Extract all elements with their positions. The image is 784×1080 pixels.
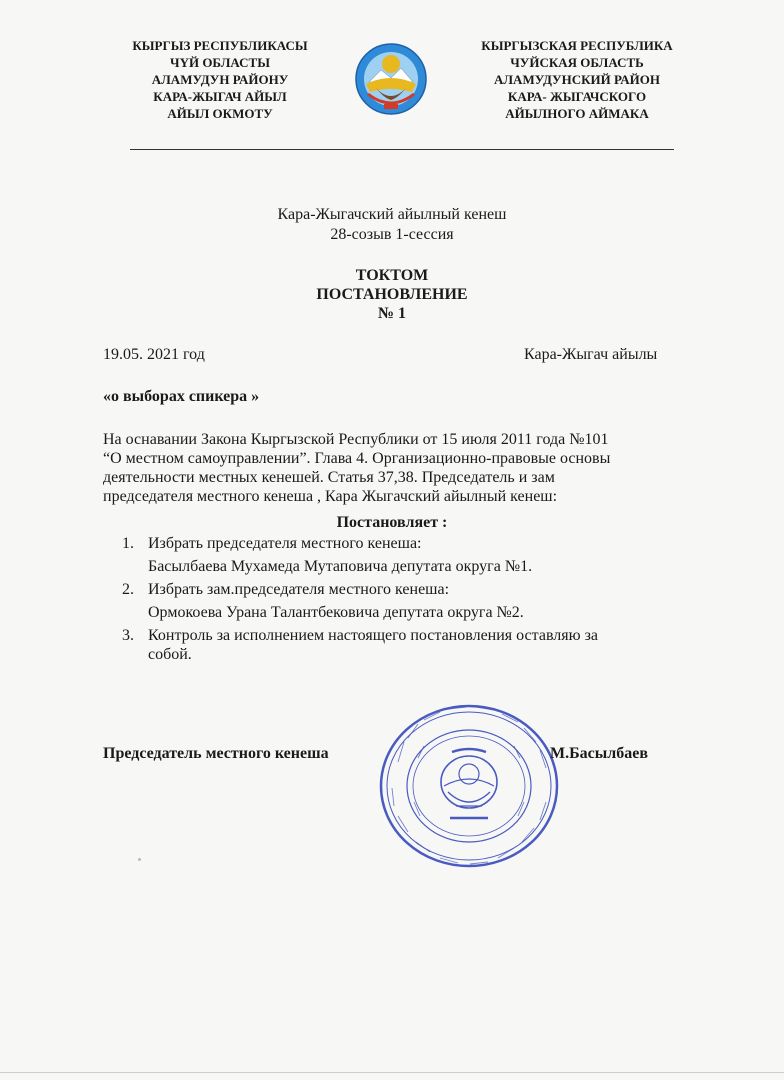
council-session: 28-созыв 1-сессия bbox=[330, 226, 454, 243]
header-left-line: АЙЫЛ ОКМОТУ bbox=[167, 106, 273, 121]
header-right-line: КАРА- ЖЫГАЧСКОГО bbox=[507, 89, 647, 104]
document-date: 19.05. 2021 год bbox=[103, 346, 205, 363]
council-name: Кара-Жыгачский айылный кенеш bbox=[277, 206, 507, 223]
header-left-line: КАРА-ЖЫГАЧ АЙЫЛ bbox=[153, 89, 287, 104]
document-place: Кара-Жыгач айылы bbox=[524, 346, 658, 363]
header-right-russian bbox=[462, 37, 692, 122]
title-kyrgyz: ТОКТОМ bbox=[355, 267, 429, 284]
header-divider bbox=[130, 149, 674, 150]
list-item-text: собой. bbox=[148, 646, 192, 663]
signature-name: М.Басылбаев bbox=[550, 745, 648, 762]
list-item bbox=[122, 580, 702, 622]
decree-heading: Постановляет : bbox=[336, 514, 448, 531]
preamble-line: На оснавании Закона Кыргызской Республики от 15 июля 2011 года №101 bbox=[103, 431, 609, 448]
kyrgyz-state-emblem-icon bbox=[354, 42, 428, 116]
header-right-line: КЫРГЫЗСКАЯ РЕСПУБЛИКА bbox=[481, 38, 673, 53]
list-item bbox=[122, 626, 702, 664]
list-item-number: 3. bbox=[122, 627, 134, 644]
list-item bbox=[122, 534, 702, 576]
council-block bbox=[0, 205, 784, 245]
header-left-line: ЧҮЙ ОБЛАСТЫ bbox=[170, 55, 270, 70]
header-right-line: АЙЫЛНОГО АЙМАКА bbox=[505, 106, 649, 121]
list-item-text: Избрать зам.председателя местного кенеша: bbox=[148, 581, 450, 598]
preamble-line: председателя местного кенеша , Кара Жыгачский айылный кенеш: bbox=[103, 488, 558, 505]
list-item-text: Басылбаева Мухамеда Мутаповича депутата округа №1. bbox=[148, 558, 533, 575]
official-round-seal-icon bbox=[378, 702, 560, 870]
signature-title: Председатель местного кенеша bbox=[103, 745, 329, 762]
list-item-number: 1. bbox=[122, 535, 134, 552]
preamble-line: деятельности местных кенешей. Статья 37,38. Председатель и зам bbox=[103, 469, 555, 486]
page-edge bbox=[0, 1072, 784, 1073]
list-item-text: Избрать председателя местного кенеша: bbox=[148, 535, 422, 552]
list-item-text: Контроль за исполнением настоящего постановления оставляю за bbox=[148, 627, 598, 644]
header-left-kyrgyz bbox=[110, 37, 330, 122]
document-subject: «о выборах спикера » bbox=[103, 388, 260, 405]
resolution-list bbox=[122, 534, 702, 664]
header-right-line: АЛАМУДУНСКИЙ РАЙОН bbox=[493, 72, 660, 87]
title-number: № 1 bbox=[377, 305, 407, 322]
document-title bbox=[0, 266, 784, 323]
header-left-line: КЫРГЫЗ РЕСПУБЛИКАСЫ bbox=[132, 38, 308, 53]
list-item-number: 2. bbox=[122, 581, 134, 598]
preamble-line: “О местном самоуправлении”. Глава 4. Организационно-правовые основы bbox=[103, 450, 611, 467]
preamble bbox=[103, 430, 693, 506]
scan-speck bbox=[138, 858, 141, 861]
title-russian: ПОСТАНОВЛЕНИЕ bbox=[316, 286, 468, 303]
header-left-line: АЛАМУДУН РАЙОНУ bbox=[151, 72, 289, 87]
list-item-text: Ормокоева Урана Талантбековича депутата округа №2. bbox=[148, 604, 524, 621]
header-right-line: ЧУЙСКАЯ ОБЛАСТЬ bbox=[510, 55, 644, 70]
